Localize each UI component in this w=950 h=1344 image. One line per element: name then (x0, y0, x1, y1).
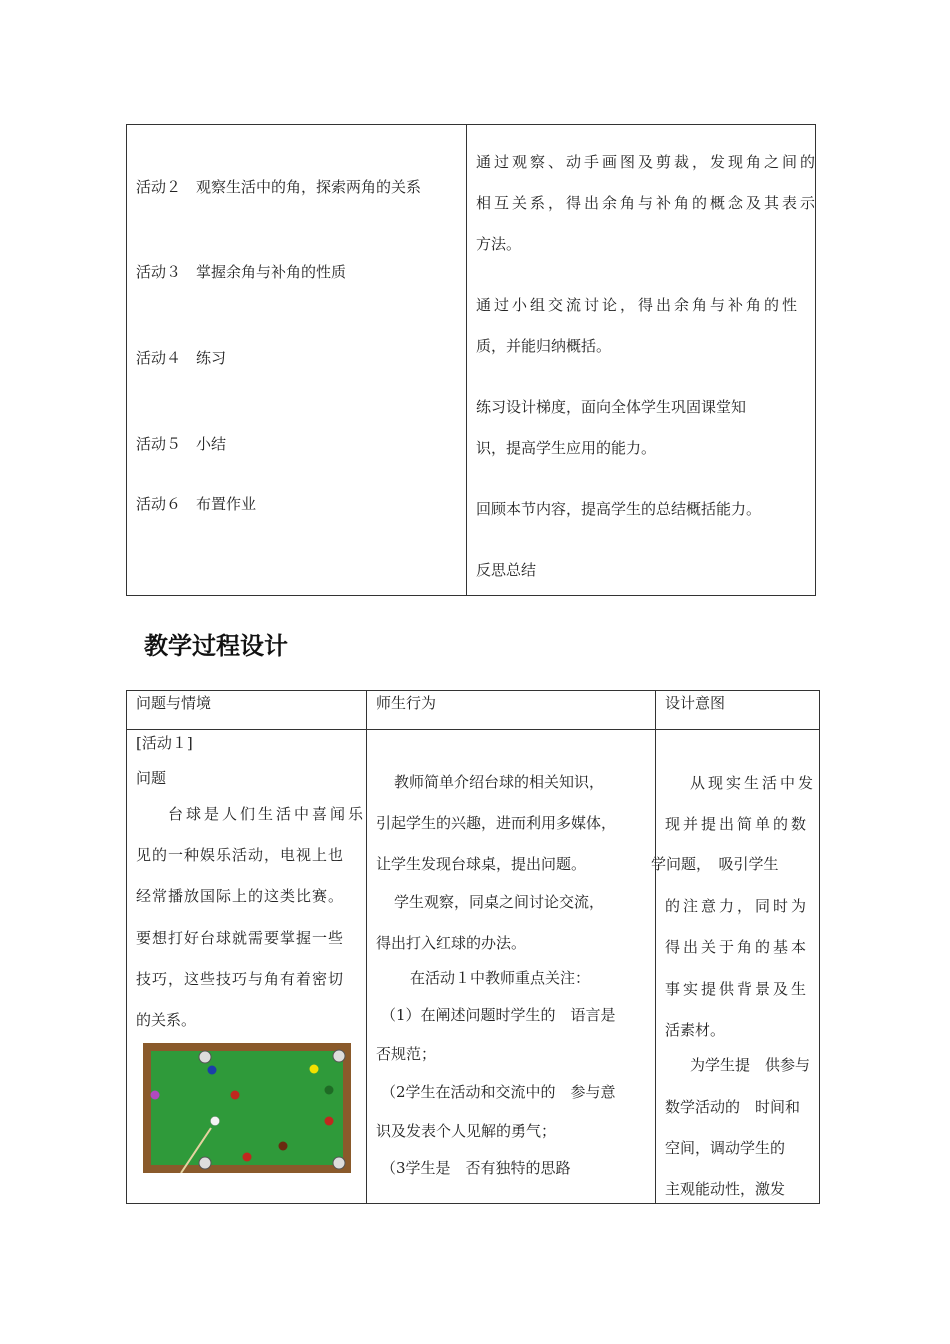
pocket-top-left (199, 1051, 211, 1063)
purpose-2-line-2: 相互关系，得出余角与补角的概念及其表示 (476, 194, 819, 212)
intent-line-6: 事实提供背景及生 (665, 980, 810, 998)
activity-4: 活动４ 练习 (136, 349, 227, 367)
actions-line-11: （3学生是 否有独特的思路 (381, 1159, 571, 1177)
problem-line-3: 经常播放国际上的这类比赛。 (136, 887, 345, 905)
process-table-header-divider (126, 729, 820, 730)
purpose-5-line-1: 回顾本节内容，提高学生的总结概括能力。 (476, 500, 762, 518)
intent-line-4: 的注意力，同时为 (665, 897, 810, 915)
ball-blue (208, 1066, 217, 1075)
purpose-3-line-1: 通过小组交流讨论，得出余角与补角的性 (476, 296, 801, 314)
ball-cue (211, 1117, 220, 1126)
section-title: 教学过程设计 (144, 632, 288, 660)
intent-line-11: 主观能动性，激发 (665, 1180, 786, 1198)
ball-red-3 (243, 1153, 252, 1162)
actions-line-4: 学生观察，同桌之间讨论交流， (394, 893, 605, 911)
ball-red-1 (231, 1091, 240, 1100)
pool-table-image (143, 1043, 351, 1173)
pocket-bottom-left (199, 1157, 211, 1169)
actions-line-6: 在活动１中教师重点关注： (410, 969, 591, 987)
header-design-intent: 设计意图 (665, 694, 726, 712)
purpose-4-line-2: 识，提高学生应用的能力。 (476, 439, 657, 457)
intent-line-9: 数学活动的 时间和 (665, 1098, 801, 1116)
header-problem-situation: 问题与情境 (136, 694, 212, 712)
purpose-2-line-3: 方法。 (476, 235, 522, 253)
activity-1-tag: [活动１] (136, 734, 193, 752)
actions-line-8: 否规范； (376, 1045, 437, 1063)
actions-line-10: 识及发表个人见解的勇气； (376, 1122, 557, 1140)
activity-2: 活动２ 观察生活中的角，探索两角的关系 (136, 178, 422, 196)
actions-line-3: 让学生发现台球桌，提出问题。 (376, 855, 587, 873)
problem-line-1: 台球是人们生活中喜闻乐 (168, 805, 367, 823)
intent-line-5: 得出关于角的基本 (665, 938, 810, 956)
activity-5: 活动５ 小结 (136, 435, 227, 453)
ball-brown (279, 1142, 288, 1151)
actions-line-1: 教师简单介绍台球的相关知识， (394, 773, 605, 791)
process-table-col-divider-2 (655, 690, 656, 1204)
activity-3: 活动３ 掌握余角与补角的性质 (136, 263, 347, 281)
problem-line-4: 要想打好台球就需要掌握一些 (136, 929, 345, 947)
header-teacher-student-actions: 师生行为 (376, 694, 437, 712)
purpose-3-line-2: 质，并能归纳概括。 (476, 337, 612, 355)
ball-dark-green (325, 1086, 334, 1095)
purpose-6-line-1: 反思总结 (476, 561, 537, 579)
actions-line-5: 得出打入红球的办法。 (376, 934, 527, 952)
actions-line-7: （1）在阐述问题时学生的 语言是 (381, 1006, 616, 1024)
purpose-2-line-1: 通过观察、动手画图及剪裁，发现角之间的 (476, 153, 819, 171)
problem-line-6: 的关系。 (136, 1011, 197, 1029)
pocket-bottom-right (333, 1157, 345, 1169)
process-table-col-divider-1 (366, 690, 367, 1204)
objectives-table-divider (466, 124, 467, 596)
intent-line-3: 学问题， 吸引学生 (651, 855, 779, 873)
ball-purple (151, 1091, 160, 1100)
intent-line-10: 空间，调动学生的 (665, 1139, 786, 1157)
activity-6: 活动６ 布置作业 (136, 495, 257, 513)
problem-line-2: 见的一种娱乐活动，电视上也 (136, 846, 345, 864)
purpose-4-line-1: 练习设计梯度，面向全体学生巩固课堂知 (476, 398, 747, 416)
intent-line-2: 现并提出简单的数 (665, 815, 810, 833)
problem-label: 问题 (136, 769, 167, 787)
intent-line-7: 活素材。 (665, 1021, 726, 1039)
intent-line-1: 从现实生活中发 (690, 774, 817, 792)
problem-line-5: 技巧，这些技巧与角有着密切 (136, 970, 345, 988)
pool-table-svg (143, 1043, 351, 1173)
actions-line-2: 引起学生的兴趣，进而利用多媒体， (376, 814, 617, 832)
actions-line-9: （2学生在活动和交流中的 参与意 (381, 1083, 616, 1101)
ball-red-2 (325, 1117, 334, 1126)
ball-yellow (310, 1065, 319, 1074)
pocket-top-right (333, 1050, 345, 1062)
intent-line-8: 为学生提 供参与 (690, 1056, 811, 1074)
